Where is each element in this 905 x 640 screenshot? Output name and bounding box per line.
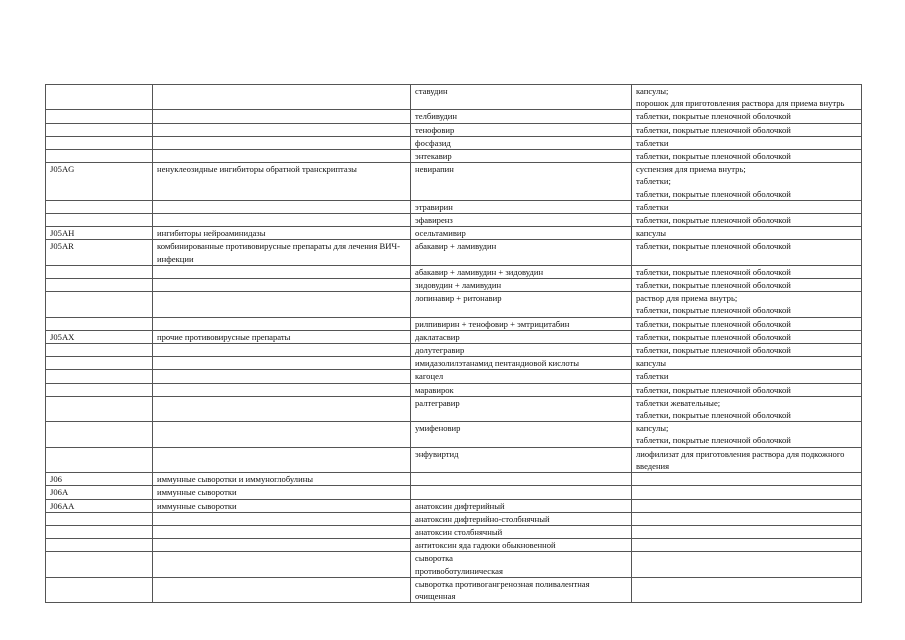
dosage-form-cell: таблетки [632,200,862,213]
atc-code-cell: J05AG [46,163,153,201]
table-row [46,525,862,538]
drug-name-cell: фосфазид [411,136,632,149]
table-row [46,279,862,292]
atc-code-cell [46,577,153,602]
drug-name-cell: ралтегравир [411,396,632,421]
table-row [46,227,862,240]
group-name-cell [153,539,411,552]
group-name-cell [153,317,411,330]
atc-code-cell [46,85,153,110]
atc-code-cell [46,200,153,213]
dosage-form-cell: таблетки, покрытые пленочной оболочкой [632,240,862,265]
dosage-form-cell [632,499,862,512]
table-row [46,292,862,317]
table-row [46,150,862,163]
drug-name-cell: этравирин [411,200,632,213]
atc-code-cell [46,383,153,396]
drug-name-cell: анатоксин дифтерийно-столбнячный [411,512,632,525]
drug-name-cell: энфувиртид [411,447,632,472]
drug-name-cell: имидазолилэтанамид пентандиовой кислоты [411,357,632,370]
atc-code-cell: J06A [46,486,153,499]
atc-code-cell: J06AA [46,499,153,512]
group-name-cell [153,396,411,421]
dosage-form-cell: таблетки, покрытые пленочной оболочкой [632,150,862,163]
dosage-form-cell: таблетки [632,136,862,149]
atc-code-cell [46,150,153,163]
group-name-cell [153,110,411,123]
group-name-cell [153,279,411,292]
dosage-form-cell: таблетки, покрытые пленочной оболочкой [632,344,862,357]
atc-code-cell [46,344,153,357]
drug-name-cell: абакавир + ламивудин [411,240,632,265]
atc-code-cell [46,396,153,421]
table-row [46,357,862,370]
group-name-cell [153,200,411,213]
atc-code-cell [46,539,153,552]
dosage-form-cell: лиофилизат для приготовления раствора для подкожного введения [632,447,862,472]
drug-name-cell: рилпивирин + тенофовир + эмтрицитабин [411,317,632,330]
atc-code-cell: J05AR [46,240,153,265]
atc-code-cell [46,447,153,472]
group-name-cell [153,123,411,136]
group-name-cell [153,512,411,525]
drug-name-cell: долутегравир [411,344,632,357]
table-row [46,499,862,512]
drug-name-cell: анатоксин дифтерийный [411,499,632,512]
drug-name-cell: лопинавир + ритонавир [411,292,632,317]
group-name-cell: прочие противовирусные препараты [153,330,411,343]
group-name-cell [153,383,411,396]
table-row [46,123,862,136]
group-name-cell [153,136,411,149]
group-name-cell [153,552,411,577]
table-row [46,200,862,213]
dosage-form-cell: капсулы [632,227,862,240]
atc-code-cell [46,136,153,149]
group-name-cell: иммунные сыворотки [153,499,411,512]
table-row [46,552,862,577]
dosage-form-cell [632,486,862,499]
group-name-cell [153,447,411,472]
drug-name-cell: маравирок [411,383,632,396]
table-row [46,473,862,486]
dosage-form-cell: таблетки [632,370,862,383]
drug-name-cell: сыворотка противогангренозная поливалентная очищенная [411,577,632,602]
atc-code-cell: J06 [46,473,153,486]
dosage-form-cell: таблетки, покрытые пленочной оболочкой [632,383,862,396]
group-name-cell [153,265,411,278]
dosage-form-cell: таблетки, покрытые пленочной оболочкой [632,214,862,227]
group-name-cell: иммунные сыворотки [153,486,411,499]
atc-code-cell [46,525,153,538]
atc-code-cell [46,265,153,278]
drug-name-cell: невирапин [411,163,632,201]
drug-name-cell [411,473,632,486]
dosage-form-cell [632,512,862,525]
group-name-cell [153,344,411,357]
atc-code-cell [46,422,153,447]
atc-code-cell [46,110,153,123]
atc-code-cell [46,292,153,317]
drug-name-cell: эфавиренз [411,214,632,227]
atc-code-cell [46,317,153,330]
group-name-cell [153,370,411,383]
dosage-form-cell: таблетки жевательные; таблетки, покрытые пленочной оболочкой [632,396,862,421]
table-row [46,539,862,552]
table-row [46,344,862,357]
atc-code-cell [46,357,153,370]
table-row [46,330,862,343]
atc-code-cell [46,370,153,383]
table-body [46,85,862,603]
dosage-form-cell: капсулы; таблетки, покрытые пленочной оболочкой [632,422,862,447]
table-row [46,85,862,110]
dosage-form-cell: таблетки, покрытые пленочной оболочкой [632,123,862,136]
dosage-form-cell [632,525,862,538]
drug-name-cell: антитоксин яда гадюки обыкновенной [411,539,632,552]
dosage-form-cell: капсулы [632,357,862,370]
dosage-form-cell: суспензия для приема внутрь; таблетки; таблетки, покрытые пленочной оболочкой [632,163,862,201]
table-row [46,136,862,149]
drug-name-cell: тенофовир [411,123,632,136]
group-name-cell [153,577,411,602]
table-row [46,512,862,525]
drug-name-cell: ставудин [411,85,632,110]
drug-name-cell [411,486,632,499]
dosage-form-cell: таблетки, покрытые пленочной оболочкой [632,330,862,343]
group-name-cell [153,150,411,163]
group-name-cell: ингибиторы нейроаминидазы [153,227,411,240]
dosage-form-cell: таблетки, покрытые пленочной оболочкой [632,110,862,123]
drug-name-cell: энтекавир [411,150,632,163]
group-name-cell: ненуклеозидные ингибиторы обратной транскриптазы [153,163,411,201]
drug-name-cell: телбивудин [411,110,632,123]
drug-name-cell: зидовудин + ламивудин [411,279,632,292]
group-name-cell: комбинированные противовирусные препараты для лечения ВИЧ-инфекции [153,240,411,265]
drug-name-cell: осельтамивир [411,227,632,240]
drug-name-cell: умифеновир [411,422,632,447]
dosage-form-cell [632,577,862,602]
dosage-form-cell [632,539,862,552]
drug-name-cell: сыворотка противоботулиническая [411,552,632,577]
atc-code-cell [46,279,153,292]
table-row [46,214,862,227]
drug-name-cell: анатоксин столбнячный [411,525,632,538]
group-name-cell [153,357,411,370]
group-name-cell [153,422,411,447]
table-row [46,486,862,499]
atc-code-cell [46,512,153,525]
atc-code-cell [46,214,153,227]
dosage-form-cell [632,473,862,486]
table-row [46,370,862,383]
table-row [46,422,862,447]
table-row [46,265,862,278]
dosage-form-cell: капсулы; порошок для приготовления раствора для приема внутрь [632,85,862,110]
atc-code-cell [46,123,153,136]
dosage-form-cell: таблетки, покрытые пленочной оболочкой [632,317,862,330]
table-row [46,240,862,265]
drug-table [45,84,862,603]
table-row [46,447,862,472]
group-name-cell [153,85,411,110]
atc-code-cell [46,552,153,577]
table-row [46,396,862,421]
table-row [46,383,862,396]
dosage-form-cell: раствор для приема внутрь; таблетки, покрытые пленочной оболочкой [632,292,862,317]
drug-name-cell: кагоцел [411,370,632,383]
atc-code-cell: J05AH [46,227,153,240]
group-name-cell [153,214,411,227]
dosage-form-cell [632,552,862,577]
drug-name-cell: даклатасвир [411,330,632,343]
table-row [46,110,862,123]
dosage-form-cell: таблетки, покрытые пленочной оболочкой [632,279,862,292]
group-name-cell: иммунные сыворотки и иммуноглобулины [153,473,411,486]
table-row [46,163,862,201]
drug-name-cell: абакавир + ламивудин + зидовудин [411,265,632,278]
group-name-cell [153,292,411,317]
table-row [46,577,862,602]
dosage-form-cell: таблетки, покрытые пленочной оболочкой [632,265,862,278]
atc-code-cell: J05AX [46,330,153,343]
table-row [46,317,862,330]
group-name-cell [153,525,411,538]
